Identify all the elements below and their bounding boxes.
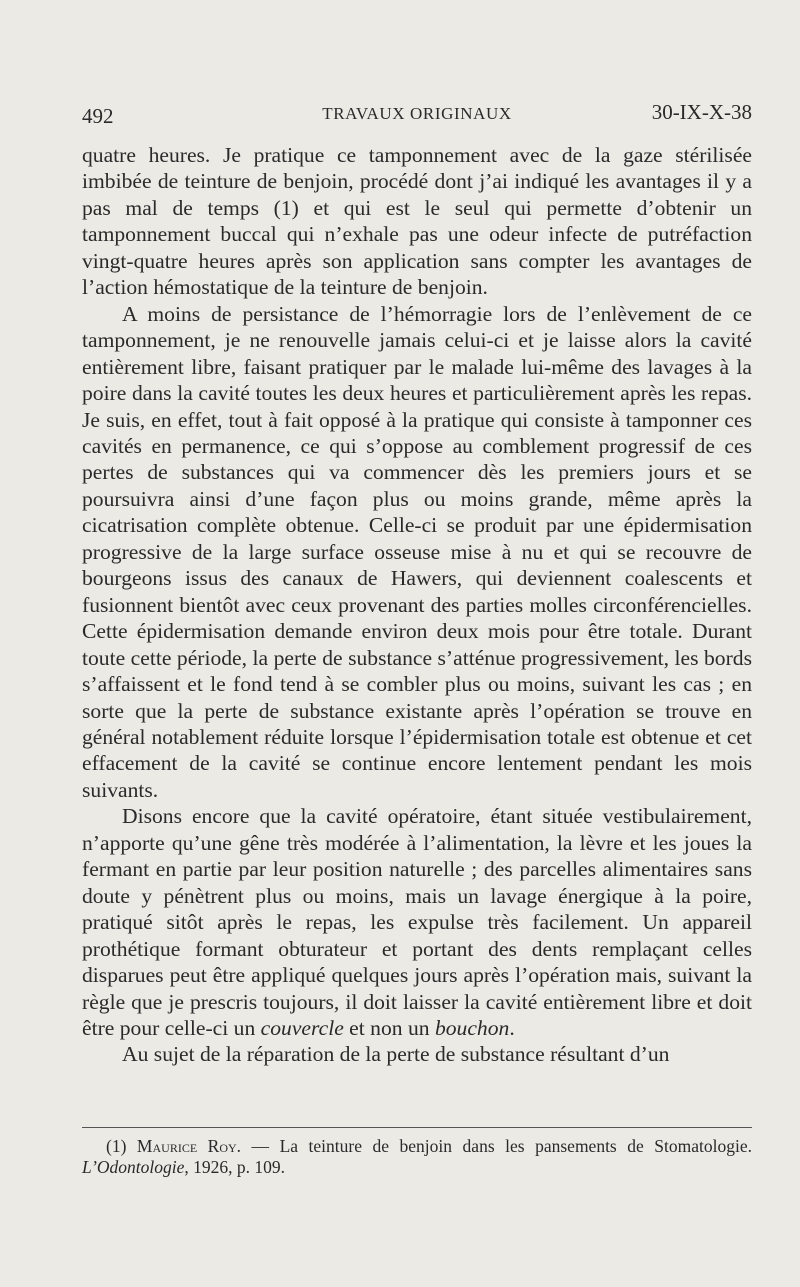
issue-date: 30-IX-X-38 bbox=[651, 100, 752, 124]
footnote-citation: , 1926, p. 109. bbox=[184, 1157, 286, 1177]
running-head bbox=[82, 100, 752, 130]
footnote-author: Maurice Roy bbox=[136, 1136, 237, 1156]
footnote-rule bbox=[82, 1127, 752, 1128]
paragraph-3-text-before: Disons encore que la cavité opératoire, étant située vestibulairement, n’apporte qu’une gêne très modérée à l’alimentation, la lèvre et les joues la fermant en partie par leur position naturelle ; des parcelles alimentaires sans doute y pénètrent plus ou moins, mais un lavage énergique à la poire, pratiqué sitôt après le repas, les expulse très facilement. Un appareil prothétique formant obturateur et portant des dents remplaçant celles disparues peut être appliqué quelques jours après l’opération mais, suivant la règle que je prescris toujours, il doit laisser la cavité entièrement libre et doit être pour celle-ci un bbox=[82, 804, 752, 1040]
paragraph-4: Au sujet de la réparation de la perte de substance résultant d’un bbox=[122, 1042, 670, 1067]
paragraph-3-italic-bouchon: bouchon bbox=[434, 1015, 510, 1040]
body-text bbox=[82, 142, 752, 1068]
paragraph-3-italic-couvercle: couvercle bbox=[260, 1015, 344, 1040]
footnote-text: . — La teinture de benjoin dans les pansements de Stomatologie. bbox=[236, 1136, 752, 1156]
footnote-journal: L’Odontologie bbox=[82, 1157, 185, 1177]
paragraph-3-text-middle: et non un bbox=[343, 1015, 435, 1040]
page-number: 492 bbox=[82, 104, 114, 128]
running-title: TRAVAUX ORIGINAUX bbox=[322, 104, 512, 123]
paragraph-1: quatre heures. Je pratique ce tamponnement avec de la gaze stérilisée imbibée de teinture de benjoin, procédé dont j’ai indiqué les avantages il y a pas mal de temps (1) et qui est le seul qui permette d’obtenir un tamponnement buccal qui n’exhale pas une odeur infecte de putréfaction vingt-quatre heures après son application sans compter les avantages de l’action hémostatique de la teinture de benjoin. bbox=[82, 143, 752, 300]
page bbox=[82, 0, 752, 1287]
footnote bbox=[82, 1136, 752, 1178]
paragraph-2: A moins de persistance de l’hémorragie lors de l’enlèvement de ce tamponnement, je ne renouvelle jamais celui-ci et je laisse alors la cavité entièrement libre, faisant pratiquer par le malade lui-même des lavages à la poire dans la cavité toutes les deux heures et particulièrement après les repas. Je suis, en effet, tout à fait opposé à la pratique qui consiste à tamponner ces cavités en permanence, ce qui s’oppose au comblement progressif de ces pertes de substances qui va commencer dès les premiers jours et se poursuivra ainsi d’une façon plus ou moins grande, même après la cicatrisation complète obtenue. Celle-ci se produit par une épidermisation progressive de la large surface osseuse mise à nu et qui se recouvre de bourgeons issus des canaux de Hawers, qui deviennent coalescents et fusionnent bientôt avec ceux provenant des parties molles circonférencielles. Cette épidermisation demande environ deux mois pour être totale. Durant toute cette période, la perte de substance s’atténue progressivement, les bords s’affaissent et le fond tend à se combler plus ou moins, suivant les cas ; en sorte que la perte de substance existante après l’opération se trouve en général notablement réduite lorsque l’épidermisation totale est obtenue et cet effacement de la cavité se continue encore lentement pendant les mois suivants. bbox=[82, 301, 752, 802]
footnote-marker: (1) bbox=[106, 1136, 127, 1156]
paragraph-3-text-after: . bbox=[509, 1015, 515, 1040]
paragraph-3 bbox=[82, 803, 752, 1041]
